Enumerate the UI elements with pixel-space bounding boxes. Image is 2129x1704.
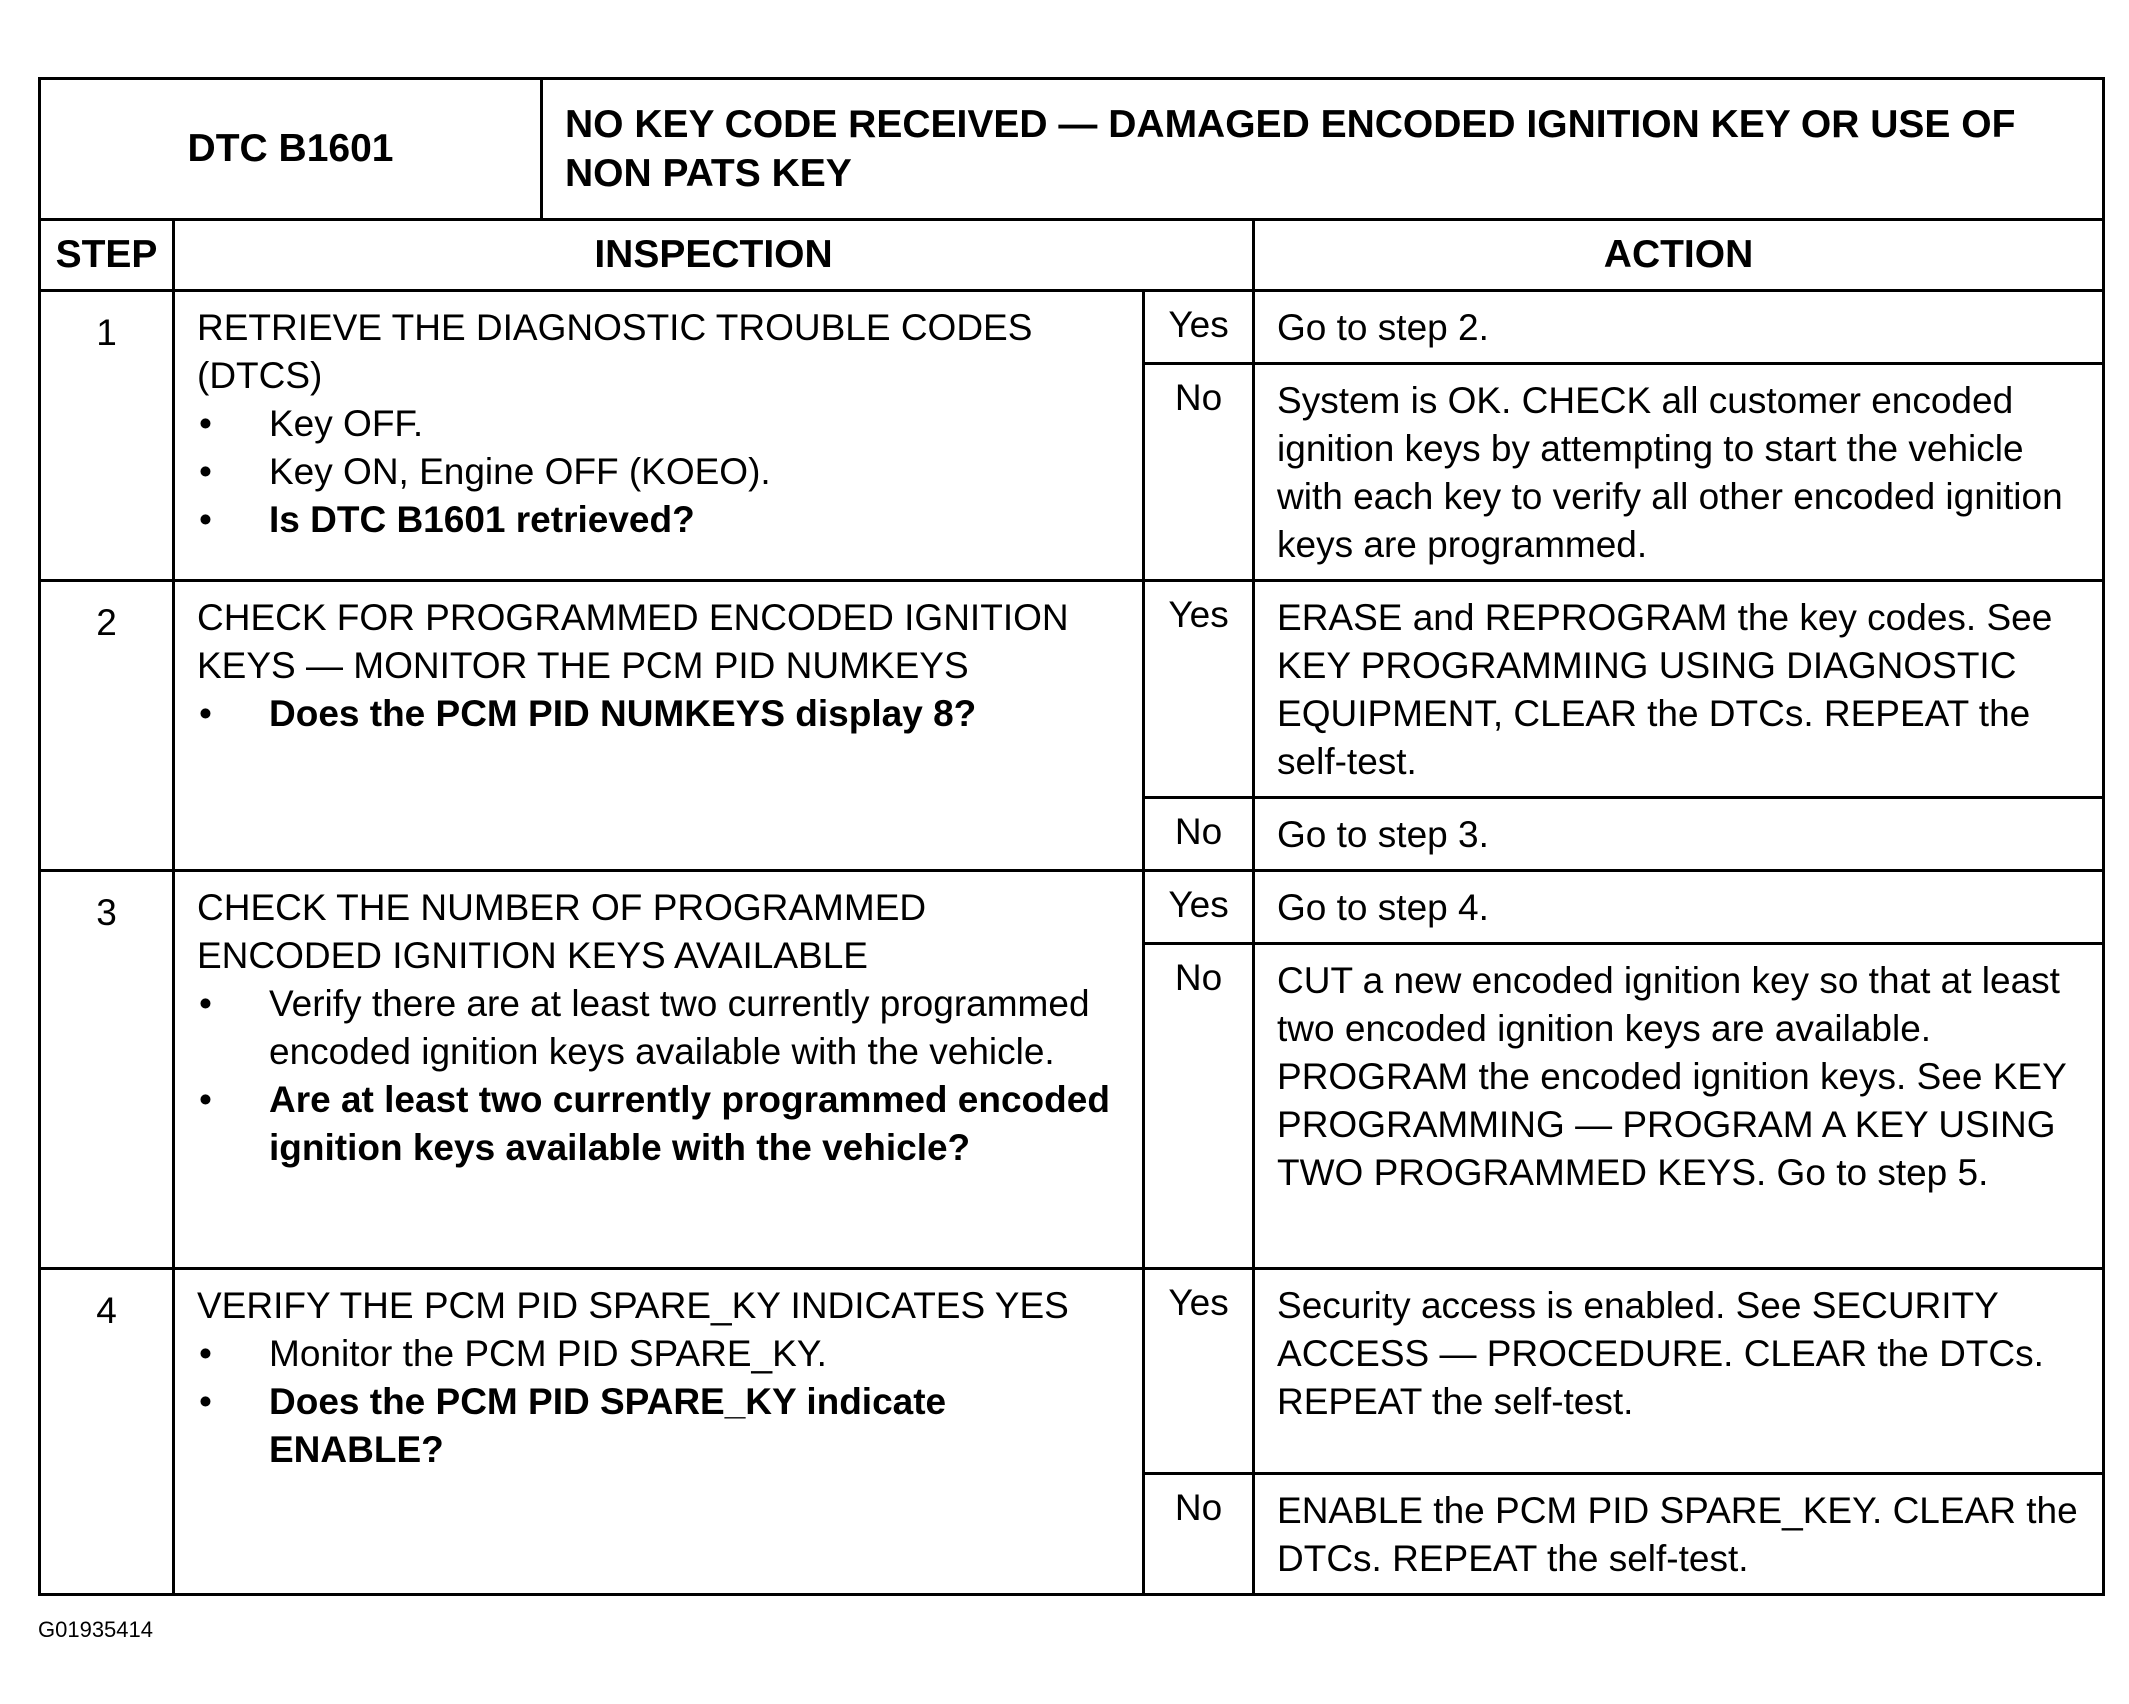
step-heading: CHECK FOR PROGRAMMED ENCODED IGNITION KEYS — MONITOR THE PCM PID NUMKEYS xyxy=(197,597,1069,686)
step-question: • Does the PCM PID NUMKEYS display 8? xyxy=(269,690,1120,738)
no-action: System is OK. CHECK all customer encoded ignition keys by attempting to start the vehicle with each key to verify all other encoded ignition keys are programmed. xyxy=(1254,364,2104,581)
step-inspection xyxy=(174,291,1144,581)
bullet-item: • Key ON, Engine OFF (KOEO). xyxy=(269,448,1120,496)
column-action: ACTION xyxy=(1254,220,2104,291)
no-label: No xyxy=(1144,364,1254,581)
yes-label: Yes xyxy=(1144,1269,1254,1474)
column-step: STEP xyxy=(40,220,174,291)
diagnostic-table-frame xyxy=(38,77,2102,1596)
no-action: ENABLE the PCM PID SPARE_KEY. CLEAR the DTCs. REPEAT the self-test. xyxy=(1254,1474,2104,1595)
table-row xyxy=(40,871,2104,944)
step-question: • Are at least two currently programmed encoded ignition keys available with the vehicle? xyxy=(269,1076,1120,1172)
step-heading: RETRIEVE THE DIAGNOSTIC TROUBLE CODES (DTCS) xyxy=(197,307,1033,396)
yes-action: ERASE and REPROGRAM the key codes. See KEY PROGRAMMING USING DIAGNOSTIC EQUIPMENT, CLEAR the DTCs. REPEAT the self-test. xyxy=(1254,581,2104,798)
bullet-item: • Verify there are at least two currently programmed encoded ignition keys available with the vehicle. xyxy=(269,980,1120,1076)
step-bullets xyxy=(197,1330,1120,1474)
step-bullets xyxy=(197,400,1120,544)
step-number: 4 xyxy=(40,1269,174,1595)
bullet-item: • Key OFF. xyxy=(269,400,1120,448)
table-row xyxy=(40,1269,2104,1474)
no-label: No xyxy=(1144,798,1254,871)
diagnostic-table xyxy=(38,77,2105,1596)
no-action: Go to step 3. xyxy=(1254,798,2104,871)
yes-action: Go to step 2. xyxy=(1254,291,2104,364)
step-bullets xyxy=(197,980,1120,1172)
step-number: 3 xyxy=(40,871,174,1269)
yes-label: Yes xyxy=(1144,871,1254,944)
bullet-item: • Monitor the PCM PID SPARE_KY. xyxy=(269,1330,1120,1378)
step-inspection xyxy=(174,871,1144,1269)
yes-action: Go to step 4. xyxy=(1254,871,2104,944)
no-action: CUT a new encoded ignition key so that at least two encoded ignition keys are available. PROGRAM the encoded ignition keys. See KEY PROGRAMMING — PROGRAM A KEY USING TWO PROGRAMMED KEYS. Go to step 5. xyxy=(1254,944,2104,1269)
step-inspection xyxy=(174,1269,1144,1595)
yes-label: Yes xyxy=(1144,581,1254,798)
table-header-row xyxy=(40,79,2104,220)
step-question: • Is DTC B1601 retrieved? xyxy=(269,496,1120,544)
no-label: No xyxy=(1144,1474,1254,1595)
no-label: No xyxy=(1144,944,1254,1269)
step-bullets xyxy=(197,690,1120,738)
dtc-title: NO KEY CODE RECEIVED — DAMAGED ENCODED IGNITION KEY OR USE OF NON PATS KEY xyxy=(542,79,2104,220)
step-number: 1 xyxy=(40,291,174,581)
dtc-code: DTC B1601 xyxy=(40,79,542,220)
figure-code: G01935414 xyxy=(38,1617,153,1642)
table-row xyxy=(40,581,2104,798)
step-heading: VERIFY THE PCM PID SPARE_KY INDICATES YES xyxy=(197,1285,1069,1326)
step-number: 2 xyxy=(40,581,174,871)
yes-label: Yes xyxy=(1144,291,1254,364)
step-heading: CHECK THE NUMBER OF PROGRAMMED ENCODED IGNITION KEYS AVAILABLE xyxy=(197,887,927,976)
step-inspection xyxy=(174,581,1144,871)
table-row xyxy=(40,291,2104,364)
yes-action: Security access is enabled. See SECURITY ACCESS — PROCEDURE. CLEAR the DTCs. REPEAT the self-test. xyxy=(1254,1269,2104,1474)
step-question: • Does the PCM PID SPARE_KY indicate ENABLE? xyxy=(269,1378,1120,1474)
column-header-row xyxy=(40,220,2104,291)
column-inspection: INSPECTION xyxy=(174,220,1254,291)
